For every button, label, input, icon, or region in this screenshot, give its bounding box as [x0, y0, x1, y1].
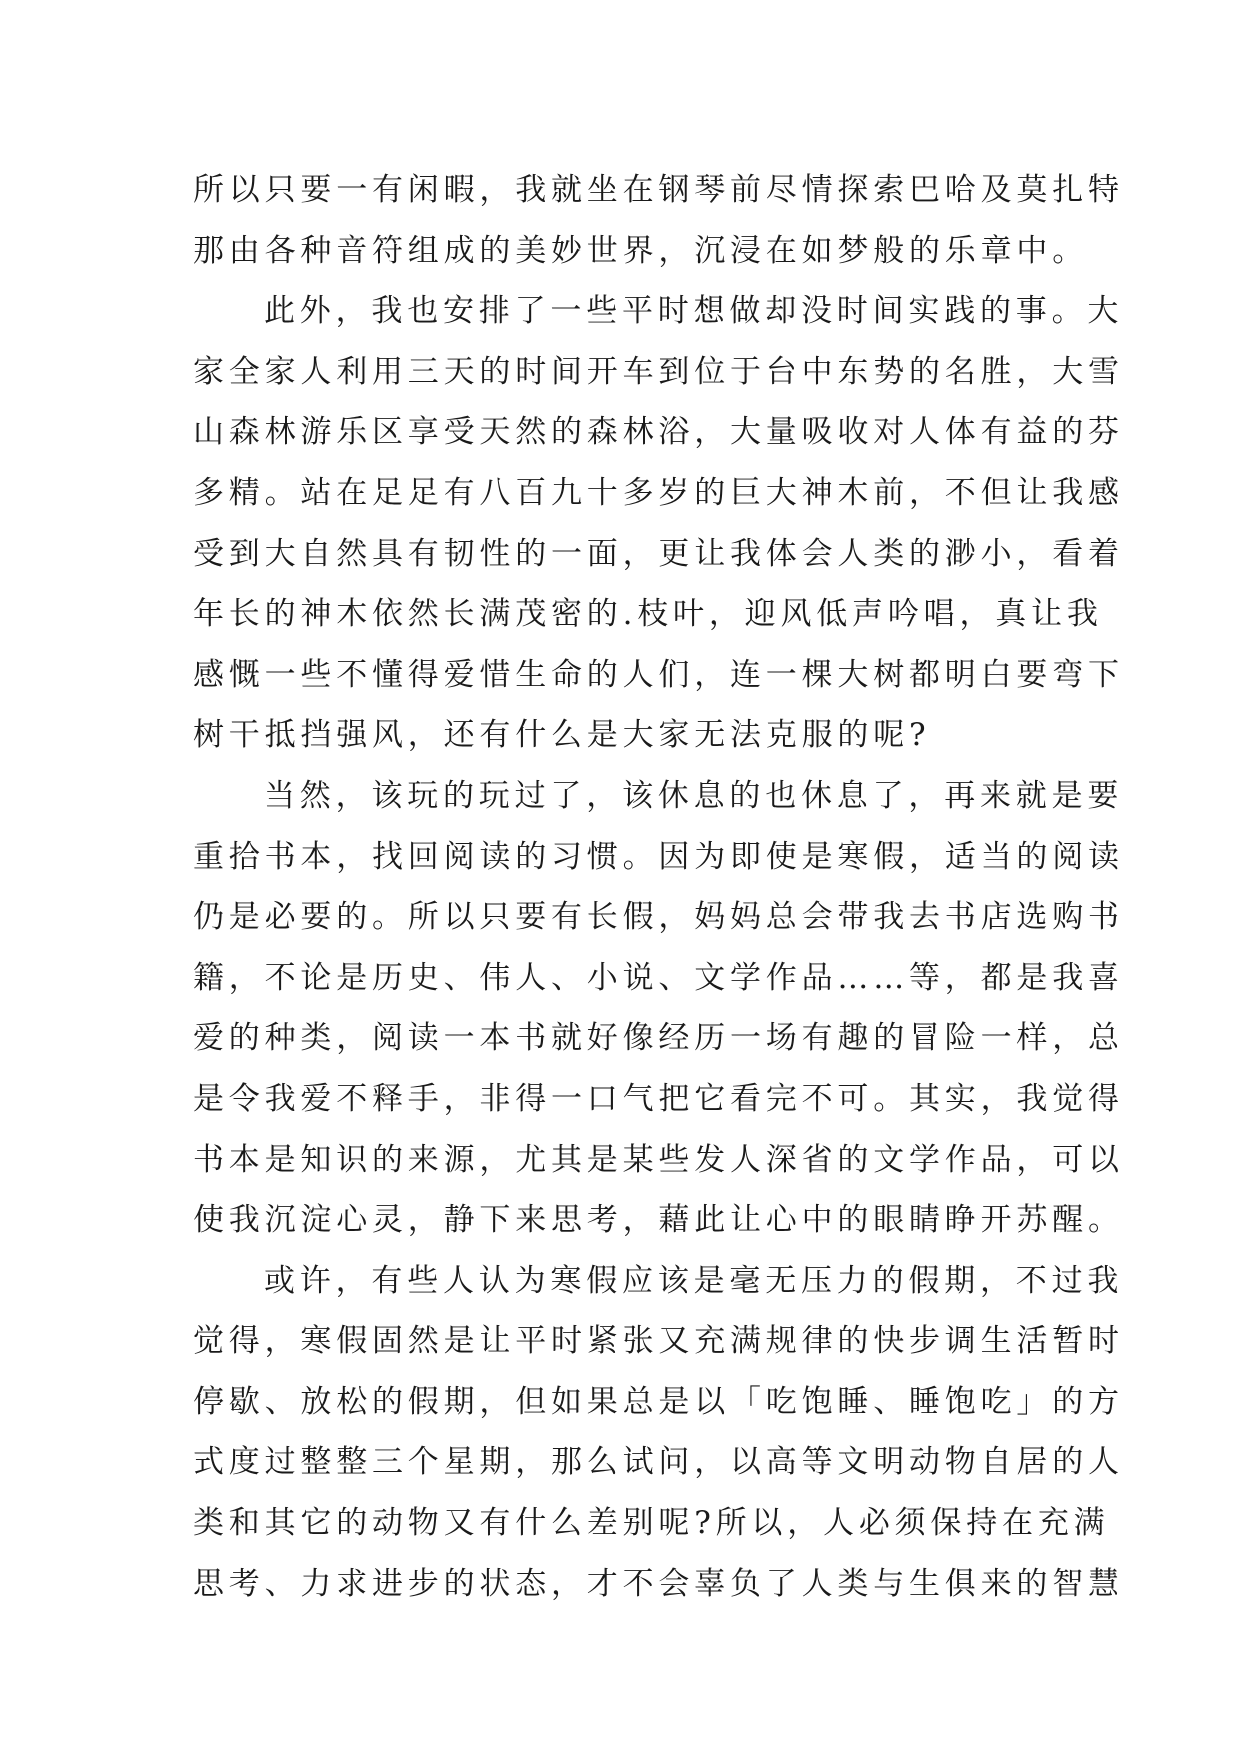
body-text [193, 160, 1124, 1614]
text-line: 书本是知识的来源，尤其是某些发人深省的文学作品，可以 [193, 1141, 1124, 1178]
text-line: 山森林游乐区享受天然的森林浴，大量吸收对人体有益的芬 [193, 414, 1124, 451]
text-line: 那由各种音符组成的美妙世界，沉浸在如梦般的乐章中。 [193, 232, 1088, 269]
text-line: 年长的神木依然长满茂密的.枝叶，迎风低声吟唱，真让我 [193, 596, 1103, 633]
text-line: 爱的种类，阅读一本书就好像经历一场有趣的冒险一样，总 [193, 1020, 1124, 1057]
text-line: 仍是必要的。所以只要有长假，妈妈总会带我去书店选购书 [193, 899, 1124, 936]
text-line: 停歇、放松的假期，但如果总是以「吃饱睡、睡饱吃」的方 [193, 1383, 1124, 1420]
text-line: 籍，不论是历史、伟人、小说、文学作品……等，都是我喜 [193, 959, 1124, 996]
paragraph-start-line: 此外，我也安排了一些平时想做却没时间实践的事。大 [264, 293, 1124, 330]
text-line: 式度过整整三个星期，那么试问，以高等文明动物自居的人 [193, 1444, 1124, 1481]
text-line: 是令我爱不释手，非得一口气把它看完不可。其实，我觉得 [193, 1080, 1124, 1117]
text-line: 家全家人利用三天的时间开车到位于台中东势的名胜，大雪 [193, 353, 1124, 390]
text-line: 觉得，寒假固然是让平时紧张又充满规律的快步调生活暂时 [193, 1323, 1124, 1360]
paragraph-start-line: 或许，有些人认为寒假应该是毫无压力的假期，不过我 [264, 1262, 1124, 1299]
text-line: 使我沉淀心灵，静下来思考，藉此让心中的眼睛睁开苏醒。 [193, 1202, 1124, 1239]
text-line: 多精。站在足足有八百九十多岁的巨大神木前，不但让我感 [193, 474, 1124, 511]
text-line: 受到大自然具有韧性的一面，更让我体会人类的渺小，看着 [193, 535, 1124, 572]
text-line: 树干抵挡强风，还有什么是大家无法克服的呢? [193, 717, 931, 754]
text-line: 类和其它的动物又有什么差别呢?所以，人必须保持在充满 [193, 1505, 1110, 1542]
text-line: 所以只要一有闲暇，我就坐在钢琴前尽情探索巴哈及莫扎特 [193, 172, 1124, 208]
text-line: 重拾书本，找回阅读的习惯。因为即使是寒假，适当的阅读 [193, 838, 1124, 875]
text-line: 思考、力求进步的状态，才不会辜负了人类与生俱来的智慧 [193, 1565, 1124, 1602]
paragraph-start-line: 当然，该玩的玩过了，该休息的也休息了，再来就是要 [264, 777, 1124, 814]
text-line: 感慨一些不懂得爱惜生命的人们，连一棵大树都明白要弯下 [193, 656, 1124, 693]
